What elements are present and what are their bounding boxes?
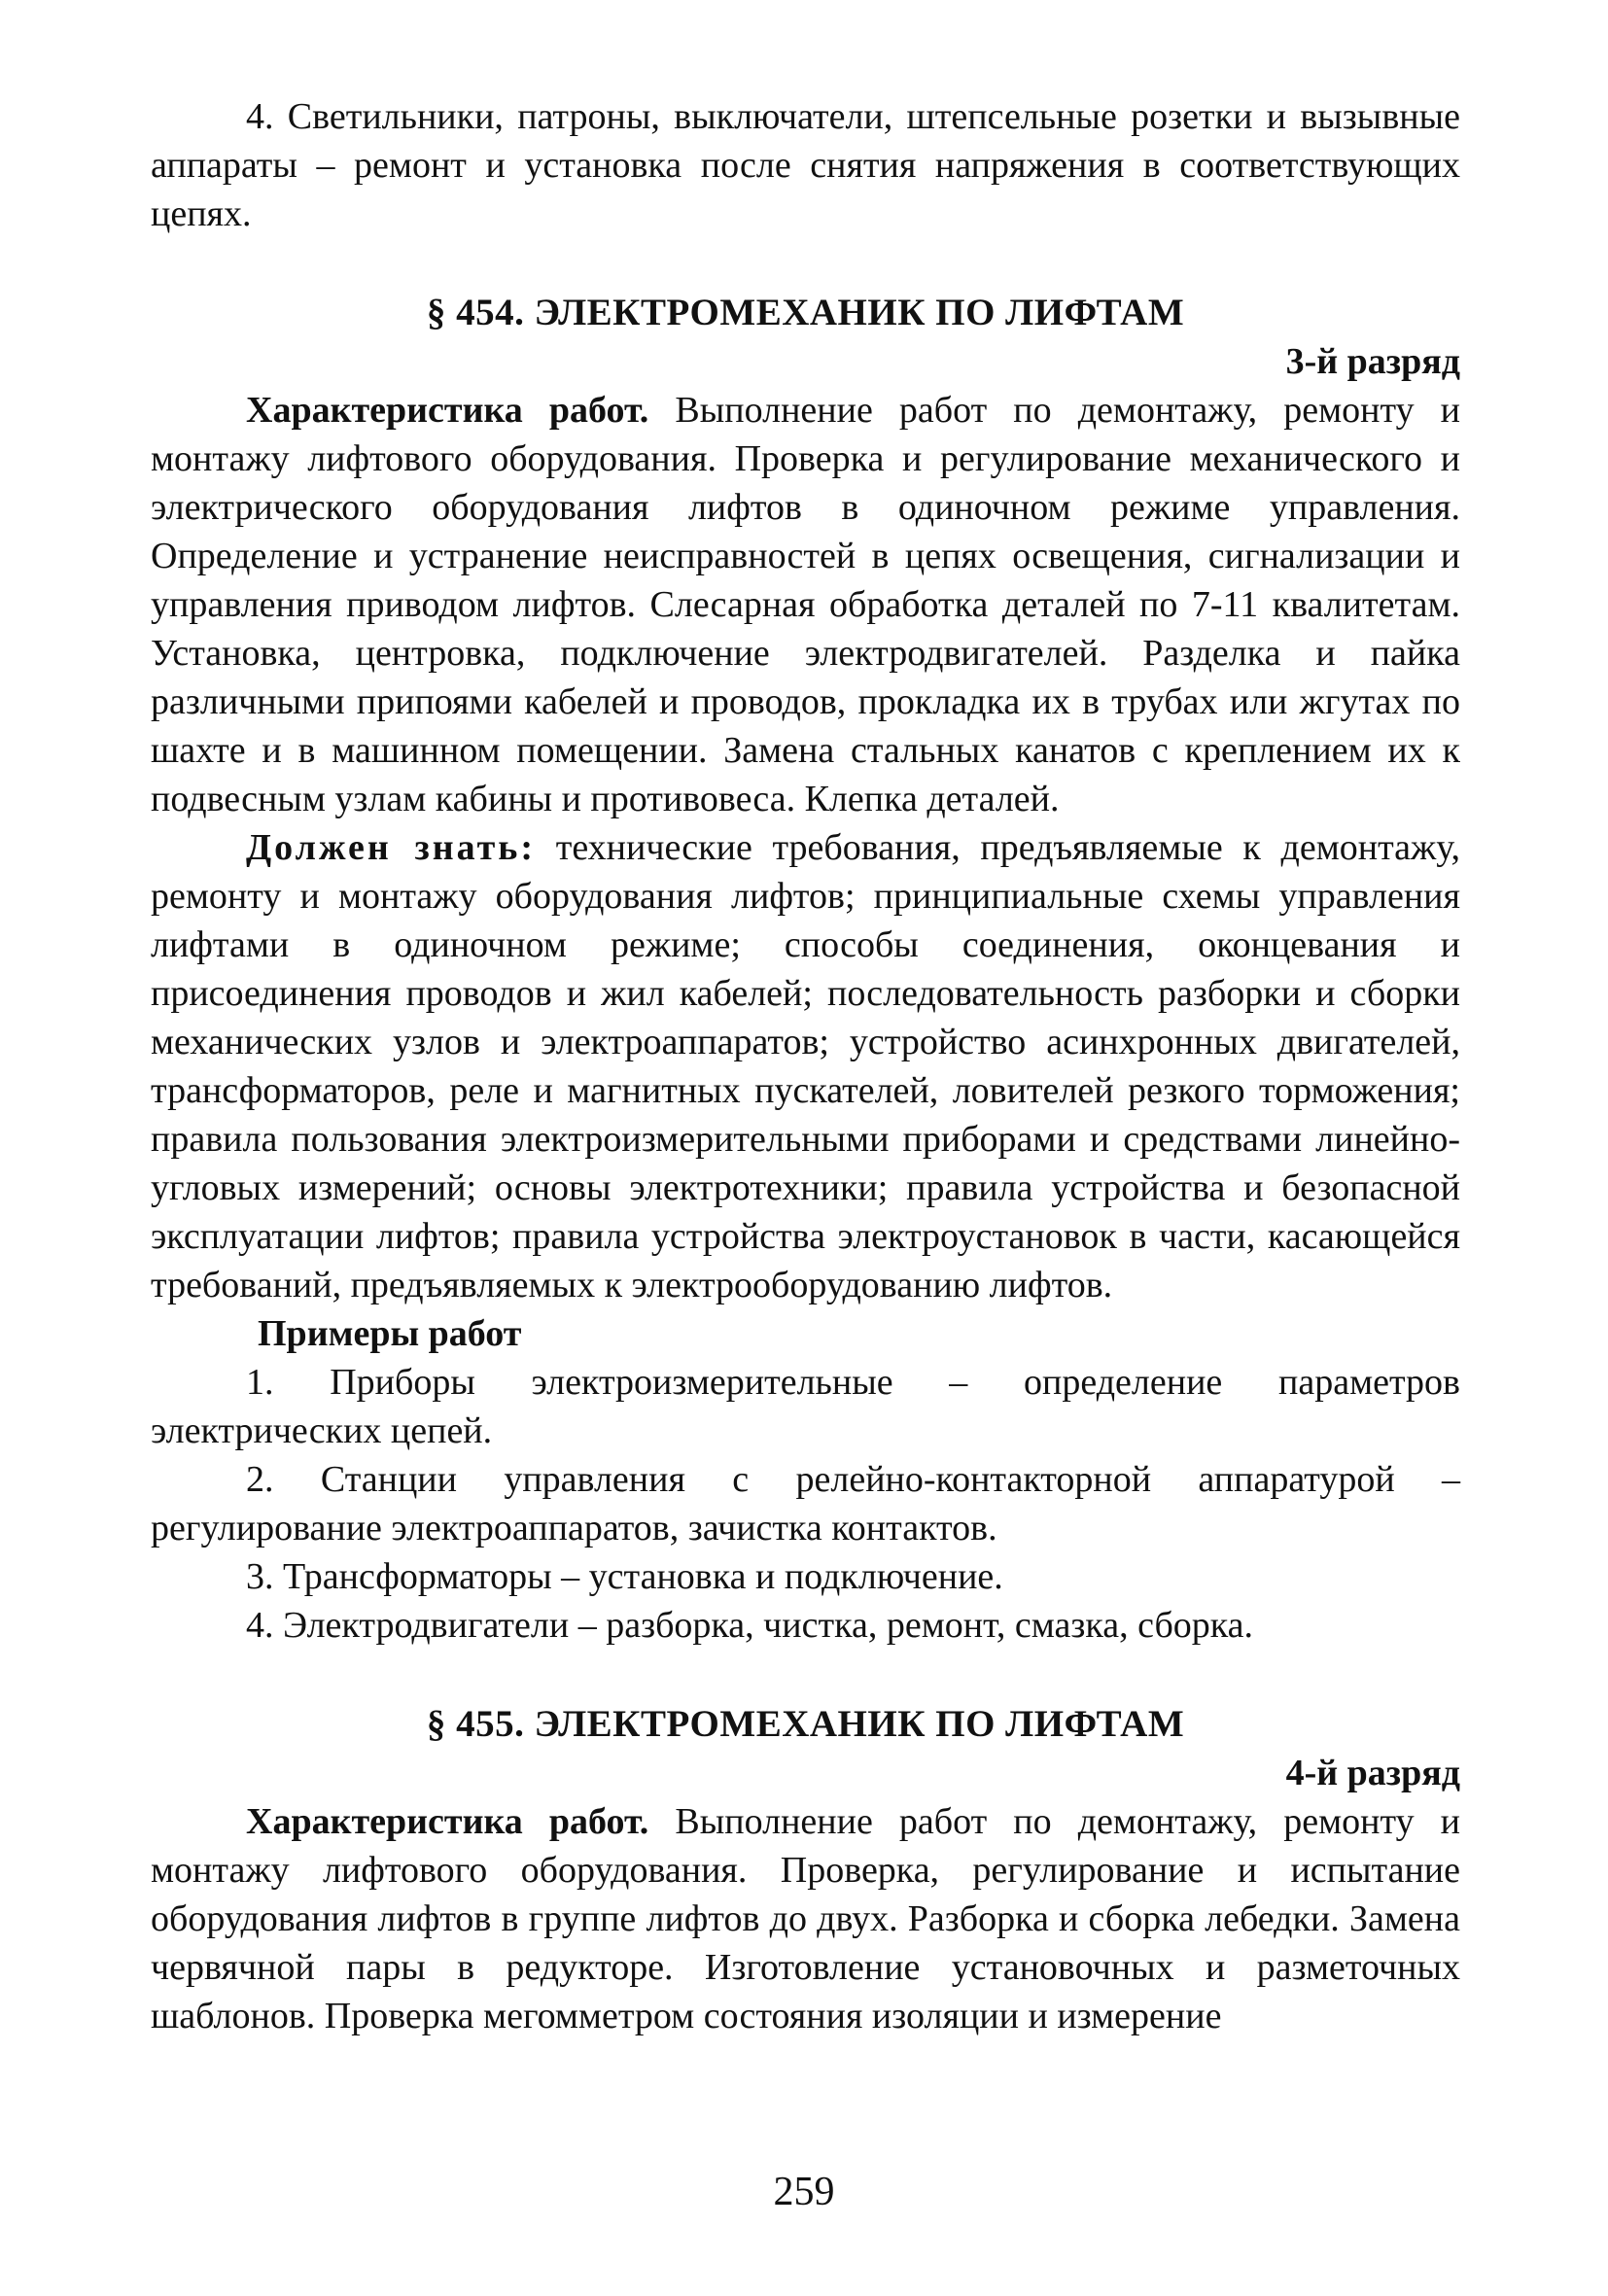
section-455-grade: 4-й разряд	[1285, 1753, 1460, 1793]
must-know-text: технические требования, предъявляемые к демонтажу, ремонту и монтажу оборудования лифтов; принципиальные схемы управления лифтами в одиночном режиме; способы соединения, оконцевания и присоединения проводов и жил кабелей; последовательность разборки и сборки механических узлов и электроаппаратов; устройство асинхронных двигателей, трансформаторов, реле и магнитных пускателей, ловителей резкого торможения; правила пользования электроизмерительными приборами и средствами линейно-угловых измерений; основы электротехники; правила устройства и безопасной эксплуатации лифтов; правила устройства электроустановок в части, касающейся требований, предъявляемых к электрооборудованию лифтов.	[151, 827, 1460, 1305]
example-item: 2. Станции управления с релейно-контакторной аппаратурой – регулирование электроаппаратов, зачистка контактов.	[151, 1459, 1460, 1548]
section-454-title: § 454. ЭЛЕКТРОМЕХАНИК ПО ЛИФТАМ	[426, 292, 1185, 333]
section-454-characteristics	[151, 386, 1460, 823]
section-454-grade: 3-й разряд	[1285, 341, 1460, 382]
page-number: 259	[773, 2170, 835, 2214]
characteristics-text: Выполнение работ по демонтажу, ремонту и монтажу лифтового оборудования. Проверка и регулирование механического и электрического оборудования лифтов в одиночном режиме управления. Определение и устранение неисправностей в цепях освещения, сигнализации и управления приводом лифтов. Слесарная обработка деталей по 7-11 квалитетам. Установка, центровка, подключение электродвигателей. Разделка и пайка различными припоями кабелей и проводов, прокладка их в трубах или жгутах по шахте и в машинном помещении. Замена стальных канатов с креплением их к подвесным узлам кабины и противовеса. Клепка деталей.	[151, 390, 1461, 819]
section-455-characteristics	[151, 1797, 1460, 2040]
top-list-item: 4. Светильники, патроны, выключатели, штепсельные розетки и вызывные аппараты – ремонт и установка после снятия напряжения в соответствующих цепях.	[151, 96, 1460, 234]
example-item: 3. Трансформаторы – установка и подключение.	[246, 1556, 1003, 1597]
section-454-must-know	[151, 823, 1460, 1309]
characteristics-text: Выполнение работ по демонтажу, ремонту и монтажу лифтового оборудования. Проверка, регулирование и испытание оборудования лифтов в группе лифтов до двух. Разборка и сборка лебедки. Замена червячной пары в редукторе. Изготовление установочных и разметочных шаблонов. Проверка мегомметром состояния изоляции и измерение	[151, 1801, 1461, 2036]
examples-title: Примеры работ	[258, 1313, 522, 1354]
section-455-title: § 455. ЭЛЕКТРОМЕХАНИК ПО ЛИФТАМ	[426, 1703, 1185, 1745]
example-item: 1. Приборы электроизмерительные – определение параметров электрических цепей.	[151, 1362, 1460, 1451]
characteristics-label: Характеристика работ.	[246, 390, 649, 431]
example-item: 4. Электродвигатели – разборка, чистка, ремонт, смазка, сборка.	[246, 1605, 1254, 1646]
characteristics-label: Характеристика работ.	[246, 1801, 649, 1842]
must-know-label: Должен знать:	[246, 827, 537, 868]
